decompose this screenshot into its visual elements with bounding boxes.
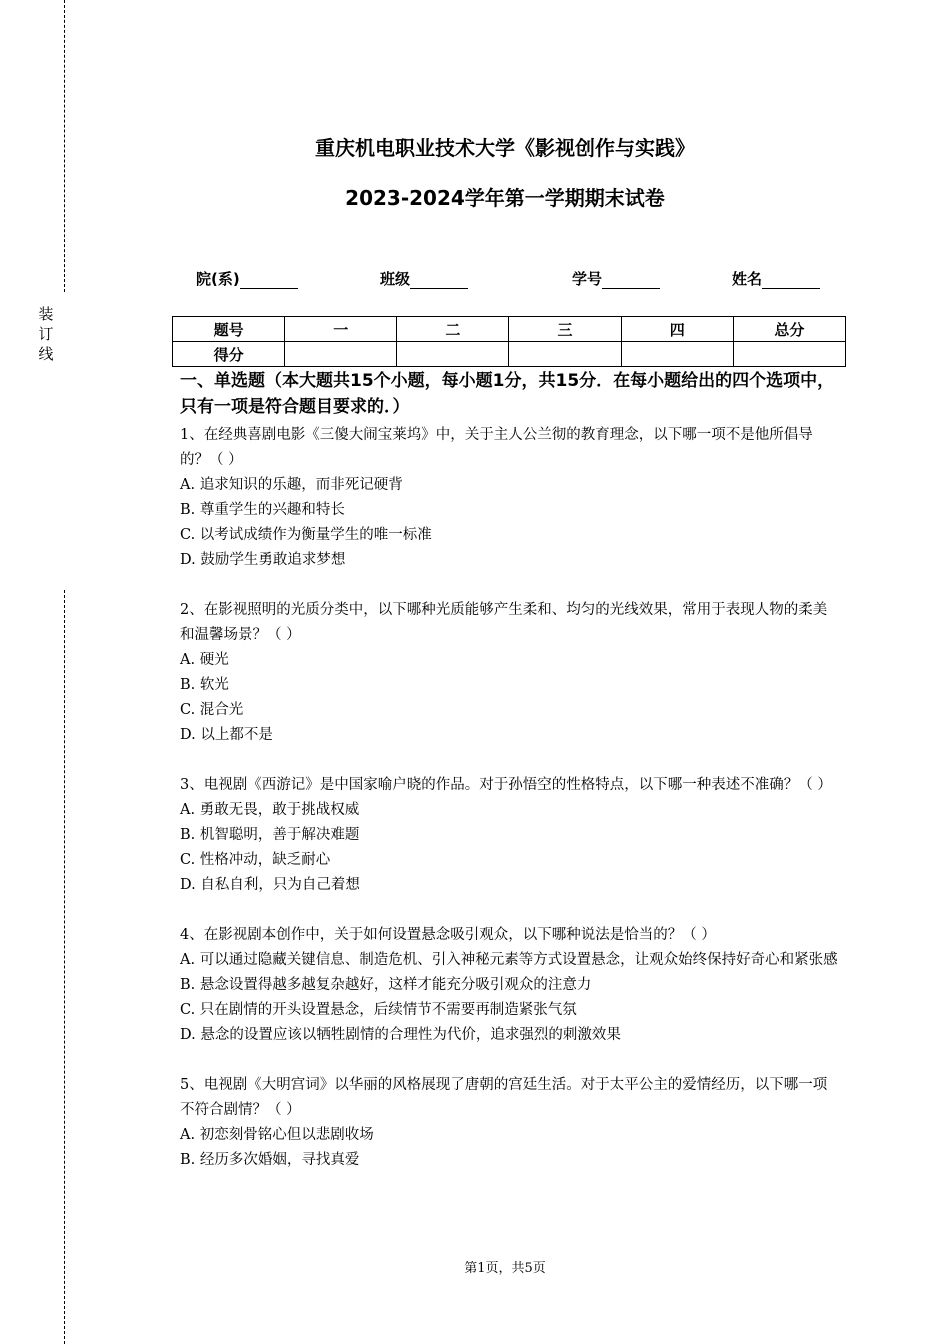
question — [180, 773, 840, 898]
score-table-score-row — [173, 342, 846, 367]
option: C. 以考试成绩作为衡量学生的唯一标准 — [180, 527, 432, 543]
option: B. 经历多次婚姻，寻找真爱 — [180, 1152, 360, 1168]
question-stem: 1、在经典喜剧电影《三傻大闹宝莱坞》中，关于主人公兰彻的教育理念，以下哪一项不是他所倡导的？（ ） — [180, 427, 813, 468]
score-table — [172, 316, 846, 367]
option: A. 可以通过隐藏关键信息、制造危机、引入神秘元素等方式设置悬念，让观众始终保持好奇心和紧张感 — [180, 952, 838, 968]
department-label: 院(系) — [196, 270, 240, 288]
binding-char: 线 — [38, 345, 54, 363]
student-id-label: 学号 — [572, 270, 603, 288]
question-stem: 2、在影视照明的光质分类中，以下哪种光质能够产生柔和、均匀的光线效果，常用于表现人物的柔美和温馨场景？（ ） — [180, 602, 828, 643]
option: C. 只在剧情的开头设置悬念，后续情节不需要再制造紧张气氛 — [180, 1002, 577, 1018]
question — [180, 423, 840, 573]
score-cell[interactable] — [509, 342, 621, 367]
score-cell[interactable] — [621, 342, 733, 367]
question — [180, 923, 840, 1048]
page-footer: 第1页，共5页 — [464, 1261, 546, 1276]
question-stem: 3、电视剧《西游记》是中国家喻户晓的作品。对于孙悟空的性格特点，以下哪一种表述不准确？（ ） — [180, 777, 832, 793]
score-cell[interactable] — [285, 342, 397, 367]
option: A. 追求知识的乐趣，而非死记硬背 — [180, 477, 403, 493]
option: B. 尊重学生的兴趣和特长 — [180, 502, 345, 518]
question — [180, 1073, 840, 1173]
score-table-header-cell: 一 — [285, 317, 397, 342]
score-table-header-cell: 四 — [621, 317, 733, 342]
department-field[interactable] — [196, 268, 298, 289]
binding-line-bottom — [64, 590, 65, 1344]
score-cell[interactable] — [397, 342, 509, 367]
score-row-label: 得分 — [173, 342, 285, 367]
option: A. 硬光 — [180, 652, 229, 668]
option: A. 初恋刻骨铭心但以悲剧收场 — [180, 1127, 374, 1143]
option: D. 悬念的设置应该以牺牲剧情的合理性为代价，追求强烈的刺激效果 — [180, 1027, 621, 1043]
class-label: 班级 — [380, 270, 411, 288]
option: B. 机智聪明，善于解决难题 — [180, 827, 360, 843]
class-field[interactable] — [380, 268, 468, 289]
option: C. 性格冲动，缺乏耐心 — [180, 852, 331, 868]
score-cell[interactable] — [733, 342, 845, 367]
question — [180, 598, 840, 748]
score-table-header-cell: 题号 — [173, 317, 285, 342]
name-field[interactable] — [732, 268, 820, 289]
option: D. 鼓励学生勇敢追求梦想 — [180, 552, 346, 568]
score-table-header-cell: 总分 — [733, 317, 845, 342]
student-id-field[interactable] — [572, 268, 660, 289]
question-stem: 4、在影视剧本创作中，关于如何设置悬念吸引观众，以下哪种说法是恰当的？（ ） — [180, 927, 716, 943]
score-table-header-cell: 二 — [397, 317, 509, 342]
option: B. 软光 — [180, 677, 229, 693]
score-table-header-row — [173, 317, 846, 342]
option: D. 以上都不是 — [180, 727, 273, 743]
exam-content — [180, 368, 840, 1198]
question-stem: 5、电视剧《大明宫词》以华丽的风格展现了唐朝的宫廷生活。对于太平公主的爱情经历，以下哪一项不符合剧情？（ ） — [180, 1077, 828, 1118]
student-id-blank[interactable] — [602, 272, 660, 289]
score-table-header-cell: 三 — [509, 317, 621, 342]
name-blank[interactable] — [762, 272, 820, 289]
student-info-row — [0, 268, 950, 292]
name-label: 姓名 — [732, 270, 763, 288]
option: A. 勇敢无畏，敢于挑战权威 — [180, 802, 360, 818]
option: B. 悬念设置得越多越复杂越好，这样才能充分吸引观众的注意力 — [180, 977, 592, 993]
section-title: 一、单选题（本大题共15个小题，每小题1分，共15分．在每小题给出的四个选项中，只有一项是符合题目要求的．） — [180, 371, 835, 417]
class-blank[interactable] — [410, 272, 468, 289]
binding-line-label — [36, 304, 56, 364]
option: D. 自私自利，只为自己着想 — [180, 877, 360, 893]
department-blank[interactable] — [240, 272, 298, 289]
option: C. 混合光 — [180, 702, 244, 718]
exam-subtitle: 2023-2024学年第一学期期末试卷 — [345, 186, 665, 210]
binding-char: 订 — [38, 325, 54, 343]
exam-title: 重庆机电职业技术大学《影视创作与实践》 — [315, 136, 695, 160]
binding-char: 装 — [38, 305, 54, 323]
